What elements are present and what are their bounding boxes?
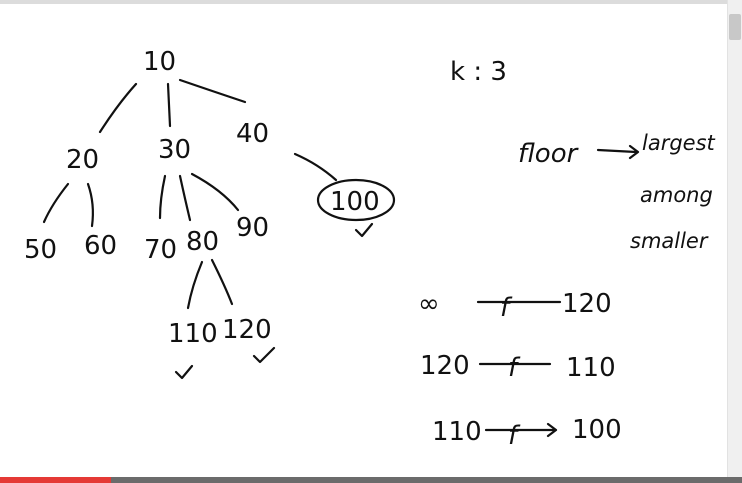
node-80: 80 <box>186 227 220 257</box>
node-40: 40 <box>236 119 270 149</box>
edge-40-100 <box>295 154 336 180</box>
floor-step-3 <box>432 415 622 451</box>
edge-30-90 <box>192 174 238 210</box>
node-20: 20 <box>66 145 100 175</box>
step-1-mid: f <box>500 293 510 323</box>
whiteboard-canvas <box>0 4 728 476</box>
k-label: k : 3 <box>450 57 507 87</box>
node-120: 120 <box>222 315 272 345</box>
step-3-left: 110 <box>432 417 482 447</box>
edge-30-80 <box>180 176 190 220</box>
node-90: 90 <box>236 213 270 243</box>
edge-80-120 <box>212 260 232 304</box>
floor-step-1 <box>418 289 612 323</box>
step-3-mid: f <box>508 421 518 451</box>
node-30: 30 <box>158 135 192 165</box>
vertical-scrollbar[interactable] <box>727 0 742 483</box>
scrollbar-thumb[interactable] <box>729 14 741 40</box>
check-mark-120 <box>254 348 274 362</box>
tree-edges <box>44 80 336 308</box>
check-mark-110 <box>176 366 192 378</box>
largest-word: largest <box>642 131 715 155</box>
among-word: among <box>640 183 713 207</box>
node-100: 100 <box>330 187 380 217</box>
edge-80-110 <box>188 262 202 308</box>
node-root: 10 <box>143 47 177 77</box>
edge-10-20 <box>100 84 136 132</box>
step-3-arrow <box>486 424 556 436</box>
floor-arrow <box>598 146 638 158</box>
node-50: 50 <box>24 235 58 265</box>
edge-20-50 <box>44 184 68 222</box>
step-2-mid: f <box>508 353 518 383</box>
step-2-left: 120 <box>420 351 470 381</box>
step-1-left: ∞ <box>418 289 440 319</box>
edge-10-40 <box>180 80 245 102</box>
node-110: 110 <box>168 319 218 349</box>
smaller-word: smaller <box>630 229 708 253</box>
floor-word: floor <box>518 139 578 169</box>
node-70: 70 <box>144 235 178 265</box>
node-60: 60 <box>84 231 118 261</box>
step-2-right: 110 <box>566 353 616 383</box>
edge-20-60 <box>88 184 93 226</box>
step-3-right: 100 <box>572 415 622 445</box>
video-progress-fill <box>0 477 111 483</box>
edge-10-30 <box>168 84 170 126</box>
video-progress-bar[interactable] <box>0 477 742 483</box>
floor-step-2 <box>420 351 616 383</box>
check-mark-100 <box>356 224 372 236</box>
edge-30-70 <box>160 176 165 218</box>
step-1-right: 120 <box>562 289 612 319</box>
